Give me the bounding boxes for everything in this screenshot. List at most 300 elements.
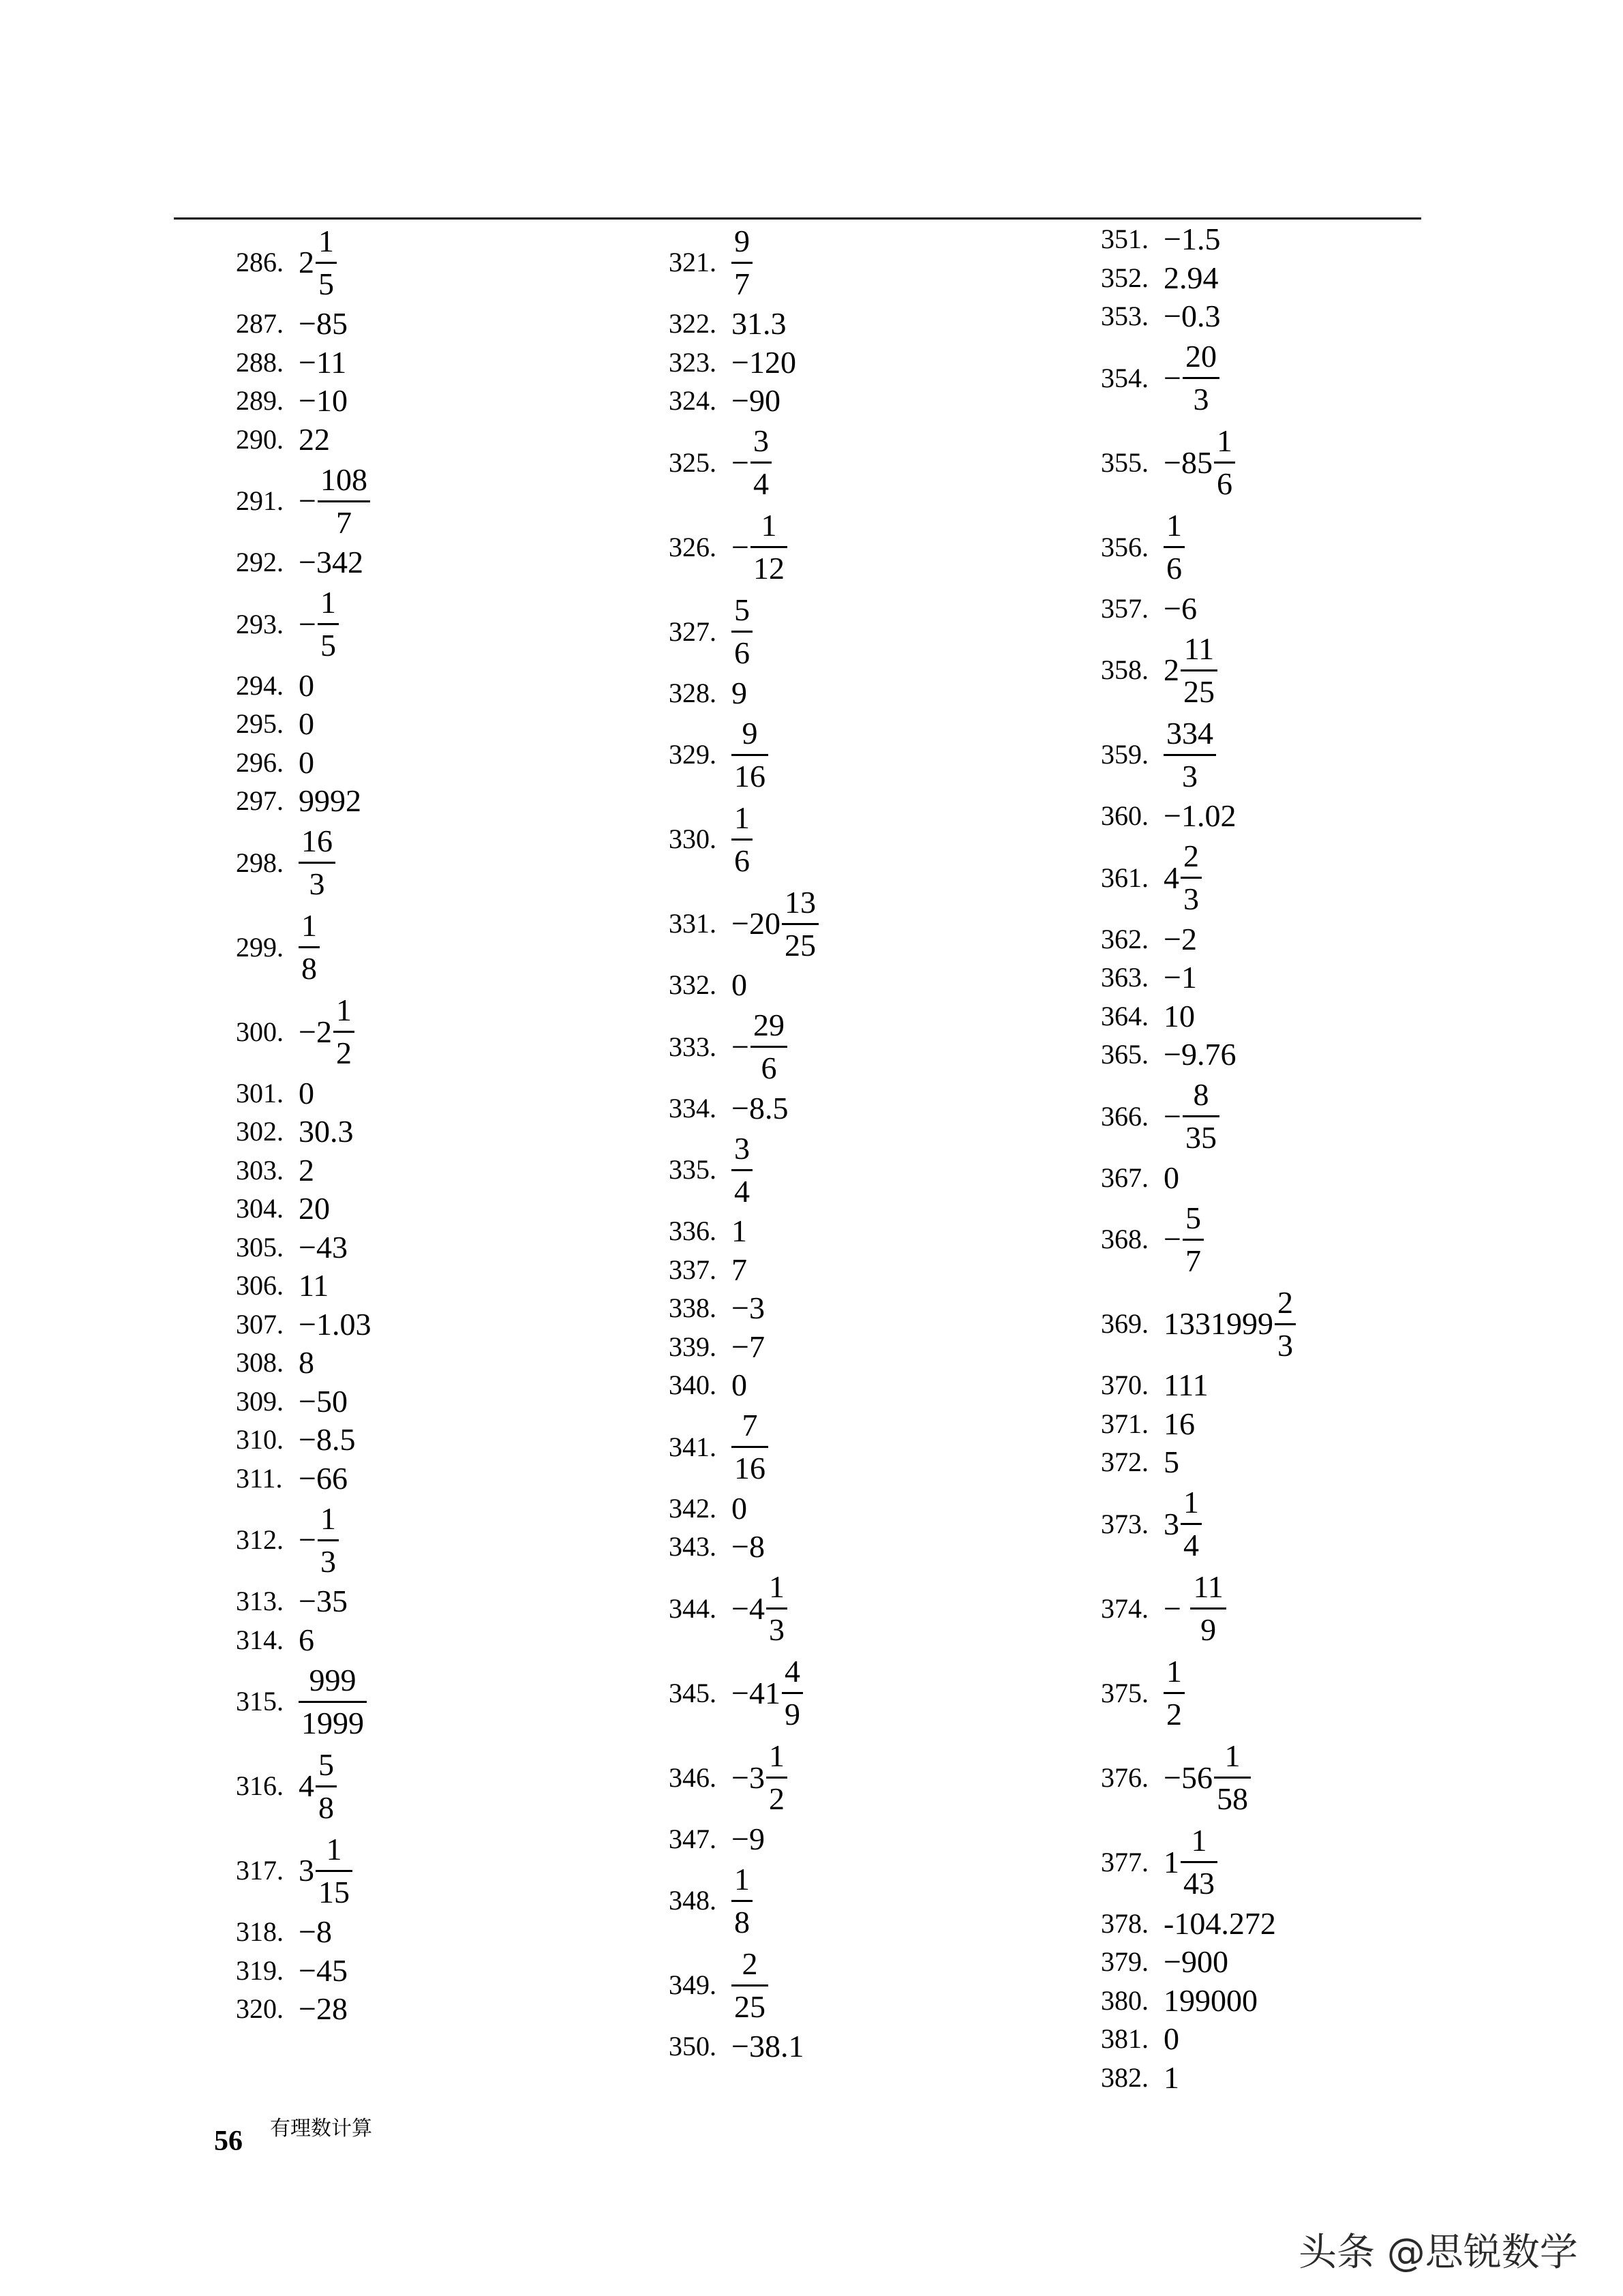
item-number: 363. [1101,962,1149,993]
fraction [316,221,337,305]
item-value-lead: − [1164,1590,1189,1626]
item-number: 346. [669,1762,716,1793]
item-value-lead: −2 [299,1014,332,1049]
fraction [731,798,753,881]
item-value: −3 [731,1290,765,1326]
fraction [1181,1820,1217,1904]
fraction-numerator: 1 [734,1861,750,1897]
fraction [731,221,753,305]
item-value: 11 [299,1268,329,1303]
fraction-denominator: 43 [1183,1866,1215,1901]
answer-item [669,1089,819,1128]
answer-item [669,1858,819,1943]
item-value: 31.3 [731,306,787,342]
fraction-denominator: 3 [1182,758,1198,794]
fraction-denominator: 3 [1183,881,1199,916]
item-number: 312. [236,1524,284,1555]
watermark: 头条 @思锐数学 [1299,2231,1578,2275]
answer-item [236,220,371,305]
item-number: 362. [1101,923,1149,954]
item-number: 318. [236,1916,284,1948]
item-number: 327. [669,616,716,647]
item-number: 338. [669,1293,716,1324]
answer-item [1101,958,1296,997]
item-number: 353. [1101,301,1149,332]
answer-item [669,1567,819,1651]
fraction-denominator: 8 [301,951,317,986]
answer-item [1101,2020,1296,2059]
item-value: 0 [299,744,314,780]
fraction-denominator: 2 [335,1036,352,1070]
item-number: 324. [669,385,716,417]
item-value: −8 [731,1529,765,1565]
item-value: −50 [299,1383,348,1419]
item-value: −28 [299,1991,348,2027]
answer-item [669,1366,819,1405]
fraction-numerator: 11 [1193,1569,1224,1604]
item-value: −9.76 [1164,1037,1237,1072]
answer-item [1101,1736,1296,1820]
fraction-denominator: 7 [1185,1243,1201,1278]
item-number: 352. [1101,262,1149,293]
answer-item [1101,1567,1296,1651]
fraction-denominator: 6 [1216,466,1232,501]
item-number: 365. [1101,1039,1149,1070]
item-number: 369. [1101,1308,1149,1339]
fraction [1275,1282,1296,1366]
fraction-numerator: 1 [1183,1485,1199,1520]
answer-item [1101,1074,1296,1159]
fraction-denominator: 5 [320,628,336,663]
answer-item [1101,421,1296,505]
fraction-denominator: 7 [734,266,750,301]
fraction-numerator: 8 [1193,1077,1209,1112]
answer-item [236,421,371,459]
fraction-numerator: 13 [784,884,816,920]
item-value: −85 [299,306,348,342]
answer-item [236,1344,371,1383]
answer-item [236,1190,371,1228]
answer-item [236,1913,371,1952]
section-title: 有理数计算 [270,2117,372,2141]
answer-item [236,1659,371,1744]
answer-item [236,821,371,905]
item-value-lead: − [731,529,749,564]
item-number: 302. [236,1116,284,1147]
fraction-numerator: 1 [1166,1654,1182,1689]
fraction [316,1829,352,1913]
item-number: 360. [1101,800,1149,832]
item-number: 356. [1101,531,1149,562]
fraction-numerator: 1 [301,908,317,943]
item-value: 0 [731,967,747,1003]
item-value: −2 [1164,921,1197,956]
item-value: 9 [731,675,747,710]
fraction [1190,1567,1226,1650]
item-value-lead: 4 [299,1768,314,1803]
fraction-denominator: 7 [335,504,352,540]
answer-item [1101,1905,1296,1944]
fraction [318,459,370,543]
page-number: 56 [214,2126,243,2157]
item-value-lead: − [299,483,316,518]
fraction-denominator: 58 [1216,1781,1248,1816]
fraction [782,882,819,966]
item-number: 325. [669,447,716,478]
answer-item [1101,336,1296,421]
fraction-denominator: 8 [318,1789,334,1825]
item-value-lead: 2 [1164,652,1179,687]
item-value-lead: − [299,606,316,641]
answer-item [1101,297,1296,336]
answer-item [236,382,371,421]
item-value-lead: 2 [299,245,314,280]
item-value-lead: −56 [1164,1759,1213,1795]
item-number: 322. [669,308,716,339]
item-number: 321. [669,247,716,277]
item-number: 296. [236,746,284,778]
answer-item [1101,590,1296,629]
answer-item [236,543,371,582]
item-value: 7 [731,1252,747,1287]
fraction [299,1660,367,1744]
answer-item [669,1528,819,1567]
fraction-denominator: 9 [784,1697,800,1732]
fraction-numerator: 1 [320,585,336,620]
answer-column [236,220,371,2029]
answer-item [1101,220,1296,259]
item-value: −1.02 [1164,798,1237,834]
answer-item [1101,1197,1296,1282]
fraction-numerator: 9 [734,223,750,258]
answer-item [1101,797,1296,836]
item-number: 306. [236,1270,284,1301]
item-number: 381. [1101,2023,1149,2055]
answer-item [669,1328,819,1367]
fraction-denominator: 2 [768,1781,785,1816]
fraction-numerator: 11 [1183,631,1215,666]
fraction-denominator: 6 [761,1051,777,1085]
item-value-lead: − [731,444,749,480]
item-number: 301. [236,1077,284,1108]
answer-item [669,1405,819,1490]
fraction [766,1736,787,1819]
answer-item [236,1460,371,1498]
fraction-numerator: 5 [734,592,750,627]
fraction [731,1859,753,1943]
item-value: −66 [299,1460,348,1496]
fraction-numerator: 2 [1277,1284,1293,1320]
answer-item [669,382,819,421]
answer-item [669,797,819,881]
item-value: 199000 [1164,1982,1258,2018]
item-number: 382. [1101,2061,1149,2093]
fraction [731,1405,768,1489]
item-number: 348. [669,1885,716,1916]
answer-item [669,220,819,305]
item-number: 358. [1101,654,1149,685]
answer-item [1101,1282,1296,1366]
fraction [1183,336,1219,420]
item-value: −1.5 [1164,222,1221,257]
answer-item [1101,1982,1296,2021]
fraction [318,582,339,666]
answer-item [236,1267,371,1305]
item-number: 354. [1101,362,1149,393]
answer-item [1101,1651,1296,1736]
item-number: 326. [669,531,716,562]
answer-item [236,1744,371,1828]
fraction-denominator: 6 [734,635,750,670]
fraction-numerator: 1 [318,223,334,258]
item-value: −1.03 [299,1306,371,1342]
item-value-lead: 1331999 [1164,1306,1273,1341]
item-value: 22 [299,421,330,457]
item-value: −900 [1164,1944,1228,1980]
fraction-numerator: 3 [734,1130,750,1166]
item-number: 303. [236,1154,284,1185]
item-number: 305. [236,1231,284,1263]
fraction-denominator: 6 [1166,551,1182,586]
item-number: 289. [236,385,284,417]
item-value: −1 [1164,960,1197,995]
item-number: 309. [236,1385,284,1417]
item-number: 328. [669,677,716,708]
item-number: 297. [236,785,284,817]
answer-item [1101,2059,1296,2098]
item-number: 304. [236,1193,284,1224]
answer-item [669,1212,819,1251]
item-number: 370. [1101,1370,1149,1401]
answer-item [669,674,819,713]
item-number: 329. [669,739,716,770]
item-value: 0 [299,706,314,742]
item-value-lead: − [1164,1098,1181,1134]
fraction [731,1944,768,2027]
fraction-denominator: 35 [1185,1120,1217,1155]
item-value-lead: 1 [1164,1844,1179,1879]
item-number: 308. [236,1347,284,1378]
answer-item [236,1621,371,1660]
fraction-numerator: 2 [742,1946,758,1981]
item-value: −9 [731,1821,765,1856]
answer-item [1101,1943,1296,1982]
fraction-numerator: 9 [742,715,758,751]
item-value: −11 [299,344,347,380]
item-number: 374. [1101,1592,1149,1624]
fraction-numerator: 1 [761,508,777,543]
item-number: 334. [669,1092,716,1123]
answer-item [236,782,371,821]
item-value-lead: −3 [731,1759,765,1795]
fraction-numerator: 1 [326,1831,342,1867]
fraction-denominator: 6 [734,843,750,878]
fraction-numerator: 1 [320,1500,336,1536]
fraction-denominator: 4 [734,1173,750,1209]
fraction-numerator: 1 [1166,508,1182,543]
answer-item [1101,1443,1296,1482]
item-number: 357. [1101,592,1149,624]
item-number: 287. [236,308,284,339]
answer-item [236,1990,371,2029]
item-value-lead: − [299,1522,316,1557]
item-value-lead: −85 [1164,444,1213,480]
item-value: −6 [1164,590,1197,626]
item-number: 339. [669,1331,716,1362]
item-value: 5 [1164,1445,1179,1480]
fraction [299,821,335,905]
answer-item [236,1421,371,1460]
item-number: 375. [1101,1677,1149,1708]
answer-item [1101,997,1296,1036]
answer-item [236,1113,371,1151]
item-number: 342. [669,1492,716,1524]
item-number: 341. [669,1431,716,1462]
fraction-denominator: 12 [753,551,785,586]
fraction [1181,629,1217,712]
item-number: 336. [669,1215,716,1247]
item-value: −8.5 [299,1422,356,1457]
item-number: 337. [669,1254,716,1285]
fraction-denominator: 1999 [301,1705,364,1740]
answer-item [236,1952,371,1991]
item-number: 378. [1101,1907,1149,1939]
fraction-denominator: 15 [318,1874,350,1909]
item-number: 344. [669,1592,716,1624]
fraction-numerator: 20 [1185,339,1217,374]
answer-item [1101,1405,1296,1444]
item-value: 0 [1164,1160,1179,1195]
answer-item [236,344,371,382]
item-number: 313. [236,1586,284,1617]
item-number: 298. [236,847,284,878]
fraction [1181,836,1202,920]
item-number: 311. [236,1462,283,1494]
item-value: 0 [1164,2021,1179,2057]
item-number: 368. [1101,1224,1149,1254]
answer-item [669,966,819,1005]
answer-item [1101,1366,1296,1405]
item-value: 111 [1164,1368,1209,1403]
answer-item [236,990,371,1074]
item-value: 2 [299,1152,314,1188]
answer-item [1101,836,1296,920]
item-value-lead: −20 [731,906,780,941]
answer-item [236,1305,371,1344]
answer-item [1101,628,1296,712]
item-number: 310. [236,1424,284,1455]
fraction-numerator: 4 [784,1654,800,1689]
item-value: 0 [299,667,314,703]
answer-item [669,344,819,382]
item-value: 10 [1164,998,1195,1033]
item-number: 335. [669,1154,716,1185]
fraction-numerator: 29 [753,1008,785,1042]
fraction-denominator: 25 [734,1989,765,2024]
fraction-denominator: 4 [1183,1528,1199,1562]
answer-item [236,1383,371,1421]
fraction [1164,713,1216,797]
item-number: 330. [669,824,716,854]
item-number: 371. [1101,1408,1149,1439]
item-number: 361. [1101,862,1149,893]
fraction-numerator: 1 [768,1738,785,1773]
fraction-numerator: 1 [335,993,352,1027]
item-number: 343. [669,1531,716,1562]
item-number: 376. [1101,1762,1149,1793]
item-number: 333. [669,1031,716,1062]
item-value-lead: − [1164,360,1181,395]
answer-item [236,1498,371,1582]
item-number: 315. [236,1686,284,1717]
item-value: 8 [299,1345,314,1380]
answer-item [236,1228,371,1267]
item-number: 377. [1101,1846,1149,1877]
item-value: −38.1 [731,2029,804,2064]
item-value: −120 [731,344,796,380]
fraction-denominator: 25 [784,927,816,963]
item-value: 9992 [299,783,361,819]
fraction-numerator: 5 [318,1747,334,1782]
answer-item [669,1651,819,1736]
fraction-denominator: 3 [768,1612,785,1647]
answer-item [1101,259,1296,298]
fraction-numerator: 999 [309,1662,357,1697]
answer-item [669,712,819,797]
item-number: 366. [1101,1100,1149,1132]
item-number: 314. [236,1624,284,1655]
item-value: −45 [299,1952,348,1988]
item-value-lead: 3 [299,1853,314,1888]
fraction [731,713,768,797]
item-number: 332. [669,969,716,1001]
answer-item [236,1582,371,1621]
fraction [750,421,772,504]
item-value: −10 [299,383,348,419]
answer-item [669,505,819,590]
item-number: 294. [236,669,284,701]
fraction [333,990,354,1074]
item-number: 351. [1101,224,1149,255]
answer-item [669,1289,819,1328]
item-number: 320. [236,1993,284,2025]
item-value: 30.3 [299,1114,354,1149]
answer-item [236,1074,371,1113]
item-number: 291. [236,485,284,516]
fraction-numerator: 3 [753,423,769,458]
answer-item [669,1005,819,1089]
item-value: -104.272 [1164,1905,1276,1941]
item-number: 286. [236,247,284,277]
fraction [318,1498,339,1582]
item-value: 0 [731,1490,747,1526]
item-number: 323. [669,346,716,378]
answer-item [1101,1482,1296,1567]
item-value-lead: −41 [731,1675,780,1710]
fraction [1214,1736,1251,1819]
answer-item [669,1128,819,1212]
item-number: 293. [236,608,284,639]
item-value-lead: 4 [1164,860,1179,895]
item-value: 16 [1164,1406,1195,1441]
answer-item [236,1828,371,1913]
fraction [782,1651,803,1735]
fraction-denominator: 16 [734,1451,765,1485]
item-number: 349. [669,1969,716,2000]
fraction-denominator: 3 [320,1543,336,1579]
fraction-denominator: 2 [1166,1697,1182,1732]
fraction [750,1005,787,1089]
